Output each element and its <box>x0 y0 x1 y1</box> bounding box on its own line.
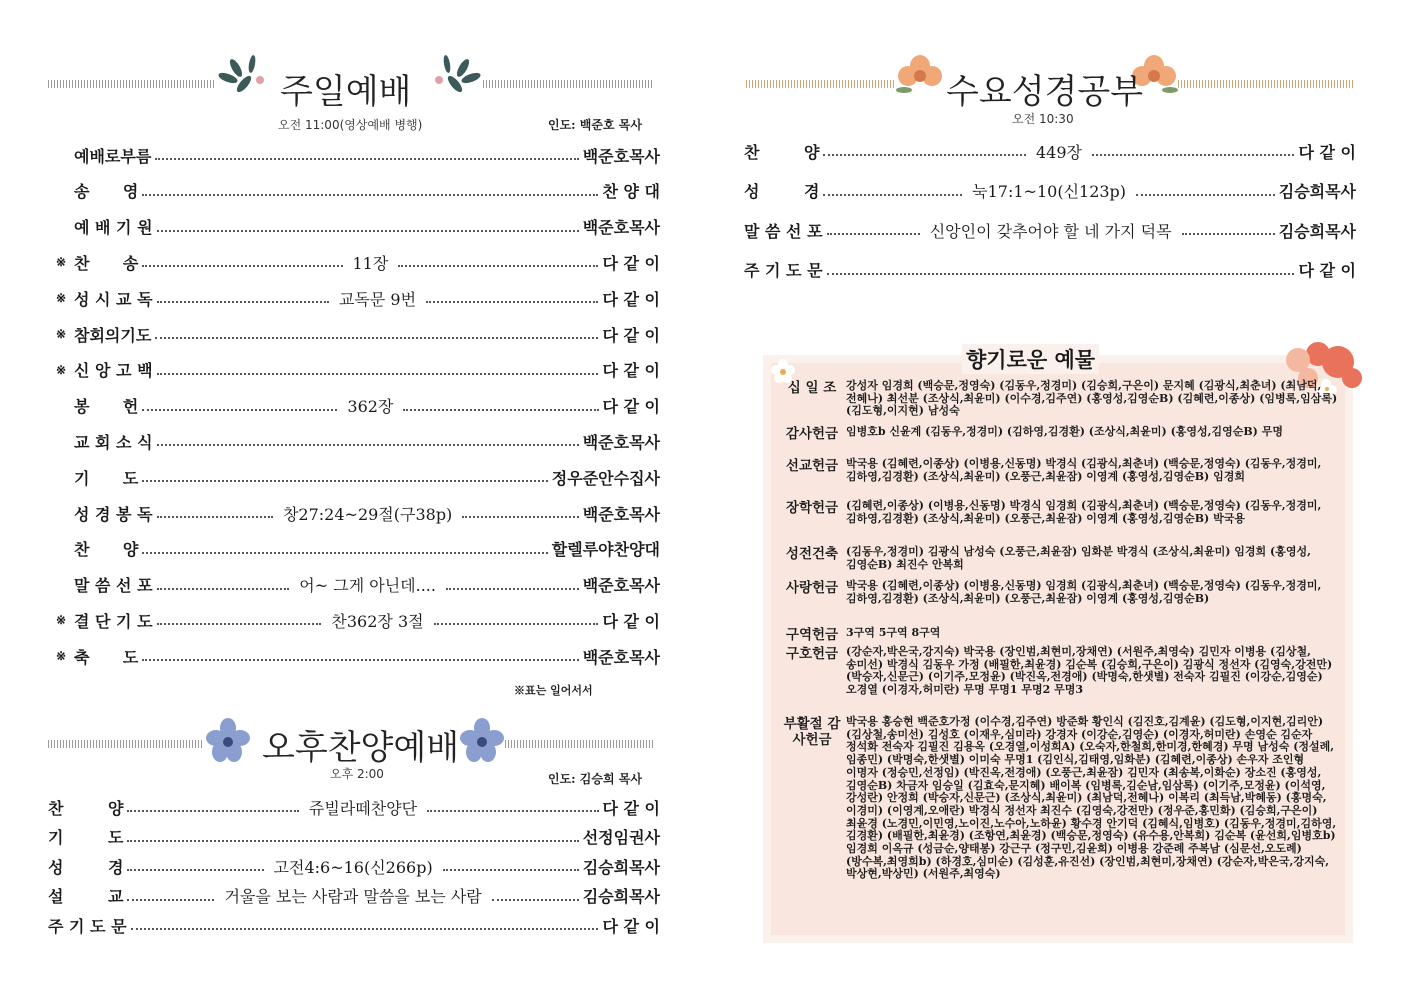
offering-entry <box>778 546 1338 571</box>
offering-entry <box>778 646 1338 697</box>
sunday-leader: 인도: 백준호 목사 <box>548 118 642 132</box>
order-row <box>56 285 660 311</box>
dot-leader <box>443 867 579 871</box>
divider-rule <box>483 80 653 88</box>
order-row <box>744 217 1356 243</box>
dot-leader <box>403 407 598 411</box>
order-detail: 거울을 보는 사람과 말씀을 보는 사람 <box>224 887 482 906</box>
dot-leader <box>142 657 578 661</box>
order-label: 주 기 도 문 <box>48 916 127 936</box>
offering-category: 선교헌금 <box>785 458 839 474</box>
divider-rule <box>1178 80 1354 88</box>
order-row <box>48 824 660 850</box>
order-label: 결 단 기 도 <box>74 611 153 631</box>
page-title-afternoon: 오후찬양예배 <box>262 728 460 768</box>
stand-mark: ※ <box>56 255 67 270</box>
order-person: 다 같 이 <box>602 798 661 818</box>
page-title-wednesday: 수요성경공부 <box>946 72 1144 112</box>
order-detail: 신앙인이 갖추어야 할 네 가지 덕목 <box>929 221 1172 241</box>
dot-leader <box>142 550 547 554</box>
offering-names: 박국용 홍승현 백준호가정 (이수경,김주연) 방준화 황인식 (김진호,김계윤) (김도형,이지현,김리안) (김상철,송미선) 김성호 (이재우,심미라) 강경자 (이강순,김영순) (이경자,허미란) 손영순 김순자 정석화 전숙자 김필진 김용옥 (오경열,이성희A) (오숙자,한철희,한미경,한혜경) 무명 남성숙 (정설례,임종민) (박명숙,한샛별) 이미숙 무명1 (김인식,김태영,임화분) (김혜련,이종상) 손우자 조인형 이명자 (정승민,선정임) (박진옥,전경애) (오풍근,최윤잠) 김민자 (최송복,이화순) 장소진 (홍영성,김영순B) 차금자 임승일 (김효숙,문지혜) 배이복 (임병록,김순남,임삼록) (이기주,모정윤) (이석영,강성란) 안정희 (박승자,신문근) (조상식,최윤미) (최남덕,전혜나) 이복리 (최득남,박혜동) (홍명숙,이경미) (이영계,오애란) 박경식 정선자 최진수 (김영숙,강전만) (정우준,홍민화) (김승희,구은이) 최윤경 (노경민,이민영,노이진,노수아,노하윤) 황수경 안기덕 (김혜식,임병호) (김동우,정경미,김하영,김경환) (배필한,최윤경) (조항연,최윤경) (백승문,정영숙) (유수용,안복희) 김순복 (윤선희,임병호b) 임경희 이옥규 (성금순,양태봉) 강근구 (정구민,김윤희) 이병용 강준례 주복남 (심문선,오도례) (방수복,최영희b) (하경호,심미순) (김성훈,유진선) (장인범,최현미,장채연) (강순자,박은국,강지숙,박상현,박상민) (서원주,최영숙) <box>846 715 1337 881</box>
offering-category: 십 일 조 <box>787 380 837 396</box>
offering-category: 부활절 감사헌금 <box>783 716 841 748</box>
order-detail: 11장 <box>352 253 389 273</box>
order-label: 성 시 교 독 <box>74 289 153 309</box>
order-person: 백준호목사 <box>582 218 660 238</box>
blue-flower-icon <box>460 718 504 762</box>
order-label: 찬 양 <box>48 798 124 818</box>
order-person: 김승희목사 <box>1278 182 1357 201</box>
dot-leader <box>157 371 599 375</box>
order-person: 김승희목사 <box>582 887 661 906</box>
offering-names: 강성자 임경희 (백승문,정영숙) (김동우,정경미) (김승희,구은이) 문지혜 (김광식,최춘녀) (최남덕,전혜나) 최선분 (조상식,최윤미) (이수경,김주연) (홍영성,김영순B) (김혜련,이종상) (임병록,임삼록) (김도형,이지현) 남성숙 <box>846 379 1338 418</box>
dot-leader <box>142 478 547 482</box>
wednesday-time: 오전 10:30 <box>1012 112 1074 126</box>
dot-leader <box>157 442 579 446</box>
order-label: 기 도 <box>74 468 139 488</box>
blue-flower-icon <box>206 718 250 762</box>
dot-leader <box>155 335 598 339</box>
order-detail: 쥬빌라떼찬양단 <box>308 798 418 818</box>
stand-mark: ※ <box>56 362 67 377</box>
order-row <box>48 912 660 938</box>
afternoon-leader: 인도: 김승희 목사 <box>548 772 642 786</box>
order-detail: 어~ 그게 아닌데.... <box>299 576 436 596</box>
dot-leader <box>142 192 598 196</box>
dot-leader <box>492 897 579 901</box>
order-label: 송 영 <box>74 182 139 202</box>
dot-leader <box>157 514 273 518</box>
leaf-ornament-icon <box>425 50 483 100</box>
dot-leader <box>1136 192 1275 196</box>
order-row <box>48 883 660 909</box>
dot-leader <box>827 231 920 235</box>
order-label: 성 경 <box>48 857 124 877</box>
offering-names: (김혜련,이종상) (이병용,신동명) 박경식 임경희 (김광식,최춘녀) (백승문,정영숙) (김동우,정경미,김하영,김경환) (조상식,최윤미) (오풍근,최윤잠) 이영계 (홍영성,김영순B) 박국용 <box>846 499 1322 525</box>
order-row <box>56 357 660 383</box>
dot-leader <box>426 299 598 303</box>
divider-rule <box>505 740 655 748</box>
dot-leader <box>398 263 598 267</box>
order-person: 다 같 이 <box>602 611 660 631</box>
stand-mark: ※ <box>56 291 67 306</box>
order-row <box>744 178 1356 204</box>
offering-names: (김동우,정경미) 김광식 남성숙 (오풍근,최윤잠) 임화분 박경식 (조상식,최윤미) 임경희 (홍영성,김영순B) 최진수 안복희 <box>846 545 1311 571</box>
order-label: 말 씀 선 포 <box>744 221 823 241</box>
order-person: 선정임권사 <box>582 828 660 847</box>
order-detail: 교독문 9번 <box>338 289 417 309</box>
offering-category: 구역헌금 <box>785 627 839 643</box>
order-person: 찬 양 대 <box>602 182 660 202</box>
offering-names: 3구역 5구역 8구역 <box>846 626 941 639</box>
order-label: 기 도 <box>48 828 124 847</box>
dot-leader <box>157 299 329 303</box>
offering-entry <box>778 458 1338 483</box>
offering-category: 성전건축 <box>785 546 839 562</box>
offering-names: 임병호b 신윤계 (김동우,정경미) (김하영,김경환) (조상식,최윤미) (홍영성,김영순B) 무명 <box>846 425 1283 438</box>
order-label: 참회의기도 <box>74 325 152 345</box>
order-label: 교 회 소 식 <box>74 432 153 452</box>
order-row <box>56 572 660 598</box>
leaf-ornament-icon <box>216 50 274 100</box>
offering-category: 장학헌금 <box>785 500 839 516</box>
order-label: 예 배 기 원 <box>74 218 153 238</box>
order-row <box>56 643 660 669</box>
offering-entry <box>778 426 1338 442</box>
order-label: 주 기 도 문 <box>744 261 823 280</box>
offerings-title: 향기로운 예물 <box>962 344 1099 374</box>
divider-rule <box>48 740 204 748</box>
offering-entry <box>778 380 1338 418</box>
stand-mark: ※ <box>56 327 67 341</box>
order-detail: 고전4:6~16(신266p) <box>273 857 433 877</box>
order-label: 말 씀 선 포 <box>74 576 153 596</box>
dot-leader <box>427 808 598 812</box>
sunday-time: 오전 11:00(영상예배 병행) <box>278 118 423 132</box>
offering-category: 구호헌금 <box>785 646 839 662</box>
order-label: 성 경 봉 독 <box>74 504 153 524</box>
stand-mark: ※ <box>56 649 67 664</box>
offering-names: 박국용 (김혜련,이종상) (이병용,신동명) 박경식 (김광식,최춘녀) (백승문,정영숙) (김동우,정경미,김하영,김경환) (조상식,최윤미) (오풍근,최윤잠) 이영계 (홍영성,김영순B) 임경희 <box>846 457 1322 483</box>
offering-entry <box>778 716 1338 881</box>
divider-rule <box>48 80 216 88</box>
order-label: 예배로부름 <box>74 146 152 166</box>
order-row <box>56 464 660 490</box>
order-person: 다 같 이 <box>602 916 660 936</box>
dot-leader <box>1092 152 1295 156</box>
afternoon-time: 오후 2:00 <box>330 767 384 781</box>
dot-leader <box>823 152 1026 156</box>
dot-leader <box>127 897 214 901</box>
peach-flower-icon <box>896 52 944 98</box>
dot-leader <box>142 407 337 411</box>
order-person: 백준호목사 <box>582 647 660 667</box>
order-person: 백준호목사 <box>582 504 661 524</box>
order-row <box>48 794 660 820</box>
dot-leader <box>434 621 599 625</box>
order-person: 다 같 이 <box>602 289 660 309</box>
order-row <box>744 257 1356 283</box>
order-person: 다 같 이 <box>602 361 660 381</box>
dot-leader <box>131 926 599 930</box>
order-detail: 찬362장 3절 <box>331 611 424 631</box>
offering-category: 감사헌금 <box>785 426 839 442</box>
order-person: 다 같 이 <box>602 325 660 345</box>
order-person: 다 같 이 <box>1298 261 1356 280</box>
offering-names: (강순자,박은국,강지숙) 박국용 (장인범,최현미,장채연) (서원주,최영숙) 김민자 이병용 (김상철,송미선) 박경식 김동우 가정 (배필한,최윤경) 김순복 (김승희,구은이) 김광식 정선자 (김영숙,강전만) (박승자,신문근) (이기주,모정윤) (박진옥,전경애) (박명숙,한샛별) 전숙자 김필진 (이강순,김영순) 오경열 (이경자,허미란) 무명 무명1 무명2 무명3 <box>846 645 1333 697</box>
offering-entry <box>778 580 1338 605</box>
order-detail: 눅17:1~10(신123p) <box>972 182 1127 201</box>
order-detail: 창27:24~29절(구38p) <box>282 504 453 524</box>
order-person: 할렐루야찬양대 <box>551 540 660 560</box>
stand-mark: ※ <box>56 613 67 628</box>
order-detail: 449장 <box>1035 142 1082 162</box>
dot-leader <box>827 271 1295 275</box>
dot-leader <box>157 228 579 232</box>
order-row <box>56 178 660 204</box>
order-row <box>56 214 660 240</box>
offering-entry <box>778 627 1338 643</box>
order-person: 김승희목사 <box>1278 221 1356 241</box>
order-label: 봉 헌 <box>74 397 139 417</box>
dot-leader <box>142 263 342 267</box>
dot-leader <box>446 586 579 590</box>
order-row <box>56 500 660 526</box>
order-row <box>744 138 1356 164</box>
order-row <box>56 249 660 275</box>
page-title-sunday: 주일예배 <box>280 72 412 112</box>
order-row <box>56 393 660 419</box>
order-person: 백준호목사 <box>582 576 660 596</box>
order-detail: 362장 <box>347 397 394 417</box>
dot-leader <box>127 867 263 871</box>
divider-rule <box>746 80 894 88</box>
order-row <box>56 607 660 633</box>
offering-names: 박국용 (김혜련,이종상) (이병용,신동명) 임경희 (김광식,최춘녀) (백승문,정영숙) (김동우,정경미,김하영,김경환) (조상식,최윤미) (오풍근,최윤잠) 이영계 (홍영성,김영순B) <box>846 579 1322 605</box>
order-label: 찬 양 <box>744 142 820 162</box>
order-label: 성 경 <box>744 182 820 201</box>
order-label: 설 교 <box>48 887 124 906</box>
order-row <box>56 536 660 562</box>
order-person: 백준호목사 <box>582 146 660 166</box>
dot-leader <box>823 192 962 196</box>
order-person: 다 같 이 <box>602 397 661 417</box>
order-person: 다 같 이 <box>602 253 660 273</box>
order-row <box>56 142 660 168</box>
dot-leader <box>155 156 578 160</box>
order-label: 찬 양 <box>74 540 139 560</box>
order-person: 다 같 이 <box>1298 142 1356 162</box>
order-label: 축 도 <box>74 647 139 667</box>
order-row <box>56 428 660 454</box>
dot-leader <box>157 621 322 625</box>
offering-entry <box>778 500 1338 525</box>
dot-leader <box>127 808 298 812</box>
order-label: 신 앙 고 백 <box>74 361 153 381</box>
offering-category: 사랑헌금 <box>785 580 839 596</box>
order-person: 백준호목사 <box>582 432 660 452</box>
order-row <box>56 321 660 347</box>
standing-note: ※표는 일어서서 <box>514 684 593 697</box>
order-label: 찬 송 <box>74 253 139 273</box>
dot-leader <box>1182 231 1275 235</box>
dot-leader <box>157 586 290 590</box>
dot-leader <box>462 514 578 518</box>
dot-leader <box>127 838 578 842</box>
order-person: 김승희목사 <box>582 857 661 877</box>
order-person: 정우준안수집사 <box>551 468 660 488</box>
order-row <box>48 853 660 879</box>
